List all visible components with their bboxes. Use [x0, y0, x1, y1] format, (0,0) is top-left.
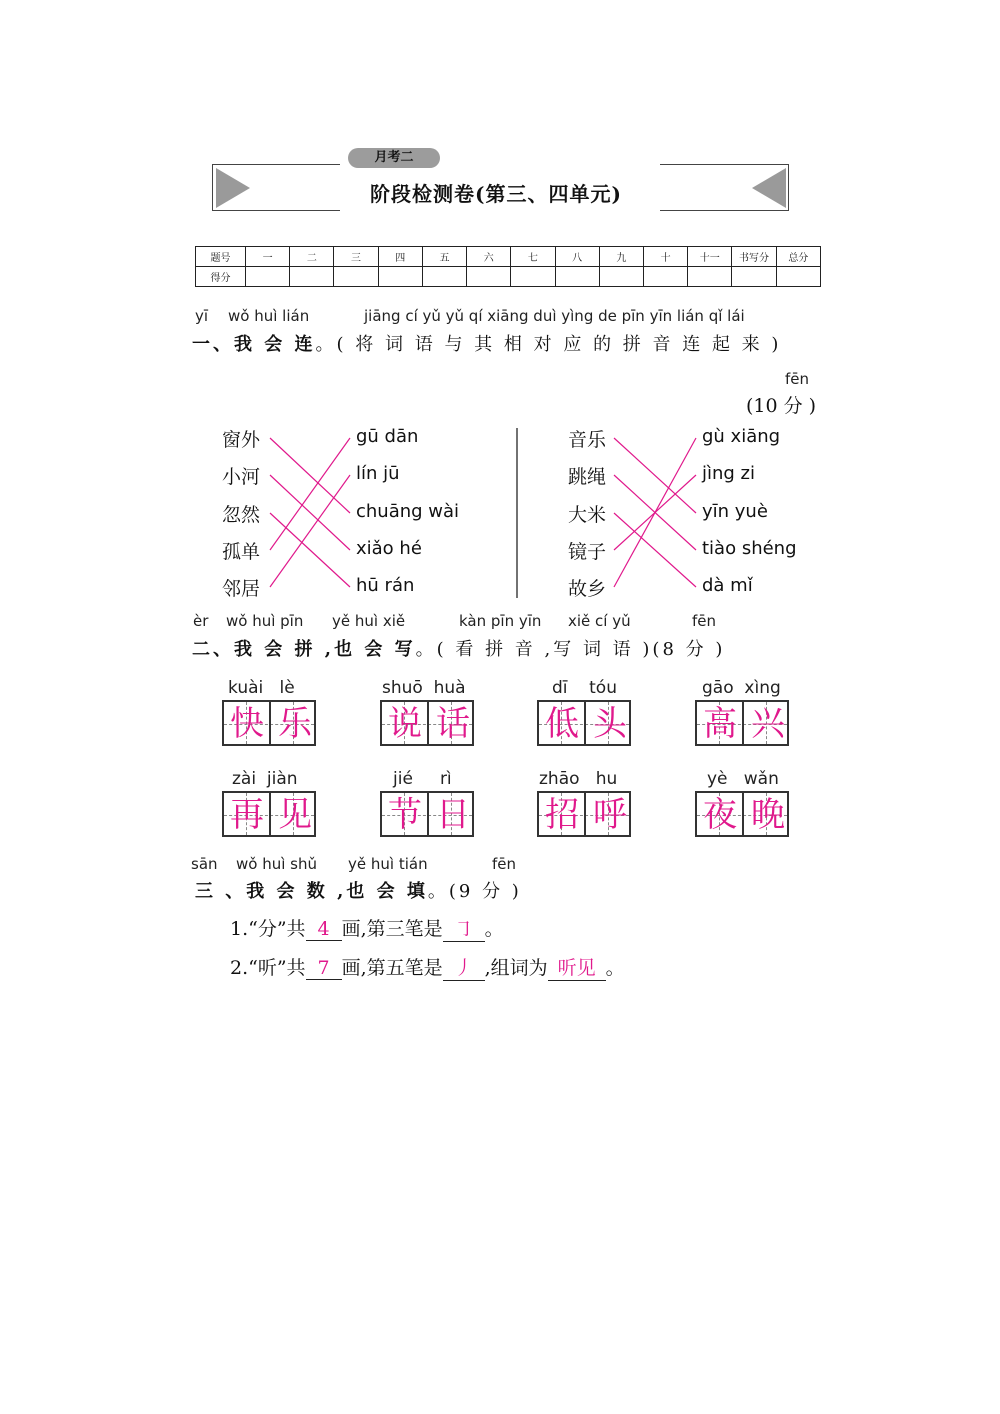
answer-char: 再 — [230, 795, 264, 835]
q2-pinyin-instruction: kàn pīn yīn — [459, 612, 542, 630]
q1-heading — [192, 330, 781, 356]
answer-char: 头 — [593, 704, 627, 744]
answer-char: 快 — [230, 704, 264, 744]
q1-label: 一、我 会 连 — [192, 334, 316, 355]
match-line-xiaohe — [270, 475, 350, 550]
answer-char: 节 — [388, 795, 422, 835]
match-line-tiaosheng — [614, 475, 696, 550]
score-cell — [776, 267, 820, 287]
score-header-cell: 四 — [378, 247, 422, 267]
q3-pinyin-label: wǒ huì shǔ — [236, 855, 317, 873]
score-header-cell: 三 — [334, 247, 378, 267]
answer-blank: 听见 — [548, 953, 606, 981]
grid-pinyin: shuō huà — [382, 678, 466, 698]
writing-grid — [380, 700, 474, 746]
writing-grid — [695, 700, 789, 746]
q3-item-2: 2.“听”共 7 画,第五笔是 丿 ,组词为 听见 。 — [230, 953, 625, 981]
score-row-label: 得分 — [196, 267, 246, 287]
right-triangle-icon — [748, 166, 788, 210]
q3-pinyin-score: fēn — [492, 855, 517, 873]
answer-blank: 4 — [306, 918, 342, 941]
score-header-cell: 九 — [599, 247, 643, 267]
right-pinyin-option: gù xiāng — [702, 426, 781, 447]
match-line-yinyue — [614, 438, 696, 513]
score-cell — [732, 267, 776, 287]
q1-score-pinyin: fēn — [785, 370, 810, 388]
grid-pinyin: jié rì — [393, 769, 452, 789]
score-cell — [643, 267, 687, 287]
answer-char: 高 — [703, 704, 737, 744]
right-pinyin-option: tiào shéng — [702, 538, 797, 559]
answer-char: 日 — [436, 795, 470, 835]
match-line-huran — [270, 513, 350, 587]
match-line-guxiang — [614, 438, 696, 587]
left-word: 忽然 — [222, 504, 261, 526]
left-pinyin-option: gū dān — [356, 426, 419, 447]
score-header-cell: 八 — [555, 247, 599, 267]
q3-instruction: 。(9 分 ) — [427, 881, 522, 902]
answer-blank: 丿 — [443, 953, 485, 981]
q1-pinyin-label: wǒ huì lián — [228, 307, 310, 325]
header-rule-side-right — [788, 164, 789, 211]
score-table-score-row — [196, 267, 821, 287]
grid-pinyin: gāo xìng — [702, 678, 781, 698]
score-cell — [246, 267, 290, 287]
score-cell — [511, 267, 555, 287]
score-cell — [555, 267, 599, 287]
score-cell — [422, 267, 466, 287]
right-pinyin-option: yīn yuè — [702, 501, 768, 522]
left-pinyin-option: xiǎo hé — [356, 538, 422, 559]
q1-pinyin-instruction: jiāng cí yǔ yǔ qí xiāng duì yìng de pīn yīn lián qǐ lái — [364, 307, 745, 325]
answer-char: 乐 — [278, 704, 312, 744]
answer-blank: ㇆ — [443, 914, 485, 942]
right-pinyin-option: dà mǐ — [702, 575, 753, 596]
score-header-cell: 七 — [511, 247, 555, 267]
exam-tag: 月考二 — [348, 148, 440, 168]
q3-heading — [195, 877, 522, 903]
q2-pinyin-label: wǒ huì pīn — [226, 612, 304, 630]
answer-char: 夜 — [703, 795, 737, 835]
grid-pinyin: zhāo hu — [539, 769, 618, 789]
grid-pinyin: kuài lè — [228, 678, 295, 698]
writing-grid — [537, 791, 631, 837]
score-header-cell: 总分 — [776, 247, 820, 267]
q3-item-1: 1.“分”共 4 画,第三笔是 ㇆ 。 — [230, 914, 504, 942]
q2-pinyin-score: fēn — [692, 612, 717, 630]
score-header-cell: 十 — [643, 247, 687, 267]
score-header-cell: 六 — [467, 247, 511, 267]
page-title: 阶段检测卷(第三、四单元) — [370, 182, 622, 206]
right-pinyin-option: jìng zi — [702, 463, 756, 484]
score-table-header-row — [196, 247, 821, 267]
grid-pinyin: zài jiàn — [232, 769, 298, 789]
q1-score: (10 分 ) — [746, 395, 817, 417]
grid-pinyin: dī tóu — [552, 678, 617, 698]
q2-label: 二、我 会 拼 ,也 会 写 — [192, 639, 416, 660]
match-line-chuangwai — [270, 438, 350, 513]
left-pinyin-option: lín jū — [356, 463, 400, 484]
q1-pinyin-number: yī — [195, 307, 209, 325]
left-word: 小河 — [222, 466, 261, 488]
writing-grid — [537, 700, 631, 746]
writing-grid — [222, 700, 316, 746]
q2-heading — [192, 635, 725, 661]
answer-char: 兴 — [751, 704, 785, 744]
answer-blank: 7 — [306, 957, 342, 980]
score-cell — [290, 267, 334, 287]
score-header-cell: 题号 — [196, 247, 246, 267]
right-word: 音乐 — [568, 429, 607, 451]
match-line-jingzi — [614, 475, 696, 550]
left-word: 窗外 — [222, 429, 261, 451]
score-cell — [334, 267, 378, 287]
score-cell — [467, 267, 511, 287]
q2-pinyin-label2: yě huì xiě — [332, 612, 406, 630]
left-pinyin-option: chuāng wài — [356, 501, 460, 522]
match-line-linju — [270, 475, 350, 587]
right-word: 镜子 — [568, 541, 607, 563]
score-header-cell: 书写分 — [732, 247, 776, 267]
match-line-gudan — [270, 438, 350, 550]
answer-char: 低 — [545, 704, 579, 744]
header-rule-top-right — [660, 164, 788, 165]
score-header-cell: 二 — [290, 247, 334, 267]
left-word: 孤单 — [222, 541, 261, 563]
header-rule-bottom-right — [660, 210, 788, 211]
right-word: 大米 — [568, 504, 607, 526]
q1-instruction: 。( 将 词 语 与 其 相 对 应 的 拼 音 连 起 来 ) — [315, 334, 782, 355]
q2-instruction: 。( 看 拼 音 ,写 词 语 )(8 分 ) — [415, 639, 726, 660]
score-cell — [378, 267, 422, 287]
answer-char: 招 — [545, 795, 579, 835]
writing-grid — [222, 791, 316, 837]
answer-char: 晚 — [751, 795, 785, 835]
writing-grid — [380, 791, 474, 837]
left-pinyin-option: hū rán — [356, 575, 415, 596]
answer-char: 说 — [388, 704, 422, 744]
q3-pinyin-label2: yě huì tián — [348, 855, 428, 873]
score-cell — [599, 267, 643, 287]
score-header-cell: 十一 — [688, 247, 732, 267]
left-triangle-icon — [214, 166, 254, 210]
q3-pinyin-number: sān — [191, 855, 218, 873]
q2-pinyin-number: èr — [193, 612, 209, 630]
score-table — [195, 246, 821, 287]
q2-pinyin-instruction2: xiě cí yǔ — [568, 612, 631, 630]
answer-char: 话 — [436, 704, 470, 744]
grid-pinyin: yè wǎn — [707, 769, 779, 789]
right-word: 跳绳 — [568, 466, 607, 488]
answer-char: 呼 — [593, 795, 627, 835]
score-header-cell: 一 — [246, 247, 290, 267]
score-cell — [688, 267, 732, 287]
match-line-dami — [614, 513, 696, 587]
right-word: 故乡 — [568, 578, 607, 600]
q3-label: 三 、我 会 数 ,也 会 填 — [195, 881, 428, 902]
writing-grid — [695, 791, 789, 837]
score-header-cell: 五 — [422, 247, 466, 267]
header-rule-top-left — [212, 164, 340, 165]
header-rule-bottom-left — [212, 210, 340, 211]
answer-char: 见 — [278, 795, 312, 835]
left-word: 邻居 — [222, 578, 261, 600]
header-rule-side-left — [212, 164, 213, 211]
